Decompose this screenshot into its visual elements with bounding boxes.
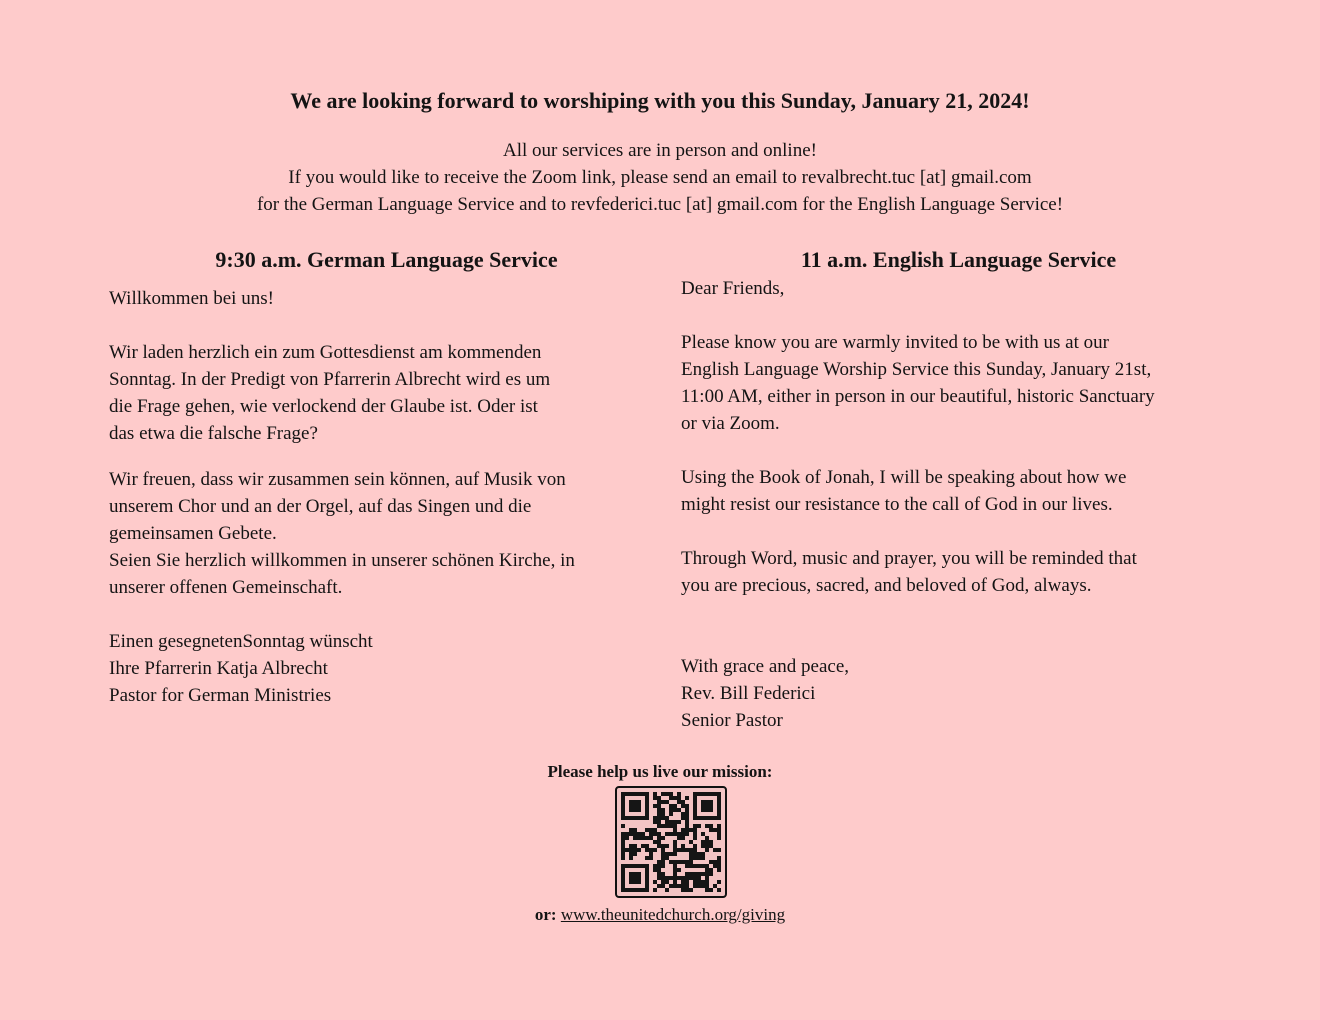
german-signoff <box>109 628 669 709</box>
text-line: gemeinsamen Gebete. <box>109 523 277 544</box>
german-service-column <box>109 245 669 709</box>
intro-line: All our services are in person and online! <box>503 140 817 161</box>
intro <box>0 137 1320 218</box>
text-line: Please know you are warmly invited to be with us at our <box>681 332 1109 353</box>
text-line: unserer offenen Gemeinschaft. <box>109 577 343 598</box>
german-greeting: Willkommen bei uns! <box>109 288 274 309</box>
giving-line <box>0 903 1320 927</box>
text-line: 11:00 AM, either in person in our beautiful, historic Sanctuary <box>681 386 1155 407</box>
english-paragraph-2 <box>681 464 1261 518</box>
english-greeting: Dear Friends, <box>681 278 785 299</box>
text-line: or via Zoom. <box>681 413 780 434</box>
text-line: Wir freuen, dass wir zusammen sein können, auf Musik von <box>109 469 566 490</box>
english-paragraph-3 <box>681 545 1261 599</box>
text-line: die Frage gehen, wie verlockend der Glaube ist. Oder ist <box>109 396 538 417</box>
english-paragraph-1 <box>681 329 1261 437</box>
text-line: With grace and peace, <box>681 656 850 677</box>
german-paragraph-1 <box>109 339 669 447</box>
german-service-title: 9:30 a.m. German Language Service <box>215 247 558 272</box>
qr-code-icon[interactable] <box>615 786 727 898</box>
text-line: Rev. Bill Federici <box>681 683 816 704</box>
text-line: das etwa die falsche Frage? <box>109 423 318 444</box>
intro-line: If you would like to receive the Zoom link, please send an email to revalbrecht.tuc [at] gmail.com <box>288 167 1032 188</box>
giving-link[interactable]: www.theunitedchurch.org/giving <box>560 905 786 924</box>
qr-code-graphic <box>617 788 725 896</box>
text-line: might resist our resistance to the call of God in our lives. <box>681 494 1113 515</box>
text-line: Senior Pastor <box>681 710 783 731</box>
text-line: Pastor for German Ministries <box>109 685 332 706</box>
text-line: Through Word, music and prayer, you will be reminded that <box>681 548 1137 569</box>
english-service-column <box>681 245 1261 734</box>
text-line: you are precious, sacred, and beloved of God, always. <box>681 575 1092 596</box>
text-line: Einen gesegnetenSonntag wünscht <box>109 631 373 652</box>
text-line: Seien Sie herzlich willkommen in unserer schönen Kirche, in <box>109 550 575 571</box>
text-line: Wir laden herzlich ein zum Gottesdienst am kommenden <box>109 342 542 363</box>
giving-prefix: or: <box>534 905 557 924</box>
english-service-title: 11 a.m. English Language Service <box>800 247 1117 272</box>
text-line: Using the Book of Jonah, I will be speaking about how we <box>681 467 1127 488</box>
german-paragraph-2 <box>109 466 669 601</box>
mission-heading: Please help us live our mission: <box>547 762 773 781</box>
text-line: Sonntag. In der Predigt von Pfarrerin Albrecht wird es um <box>109 369 551 390</box>
text-line: English Language Worship Service this Sunday, January 21st, <box>681 359 1152 380</box>
english-signoff <box>681 653 1261 734</box>
headline: We are looking forward to worshiping with you this Sunday, January 21, 2024! <box>290 88 1030 113</box>
text-line: Ihre Pfarrerin Katja Albrecht <box>109 658 328 679</box>
text-line: unserem Chor und an der Orgel, auf das Singen und die <box>109 496 532 517</box>
intro-line: for the German Language Service and to revfederici.tuc [at] gmail.com for the English Language Service! <box>256 194 1064 215</box>
